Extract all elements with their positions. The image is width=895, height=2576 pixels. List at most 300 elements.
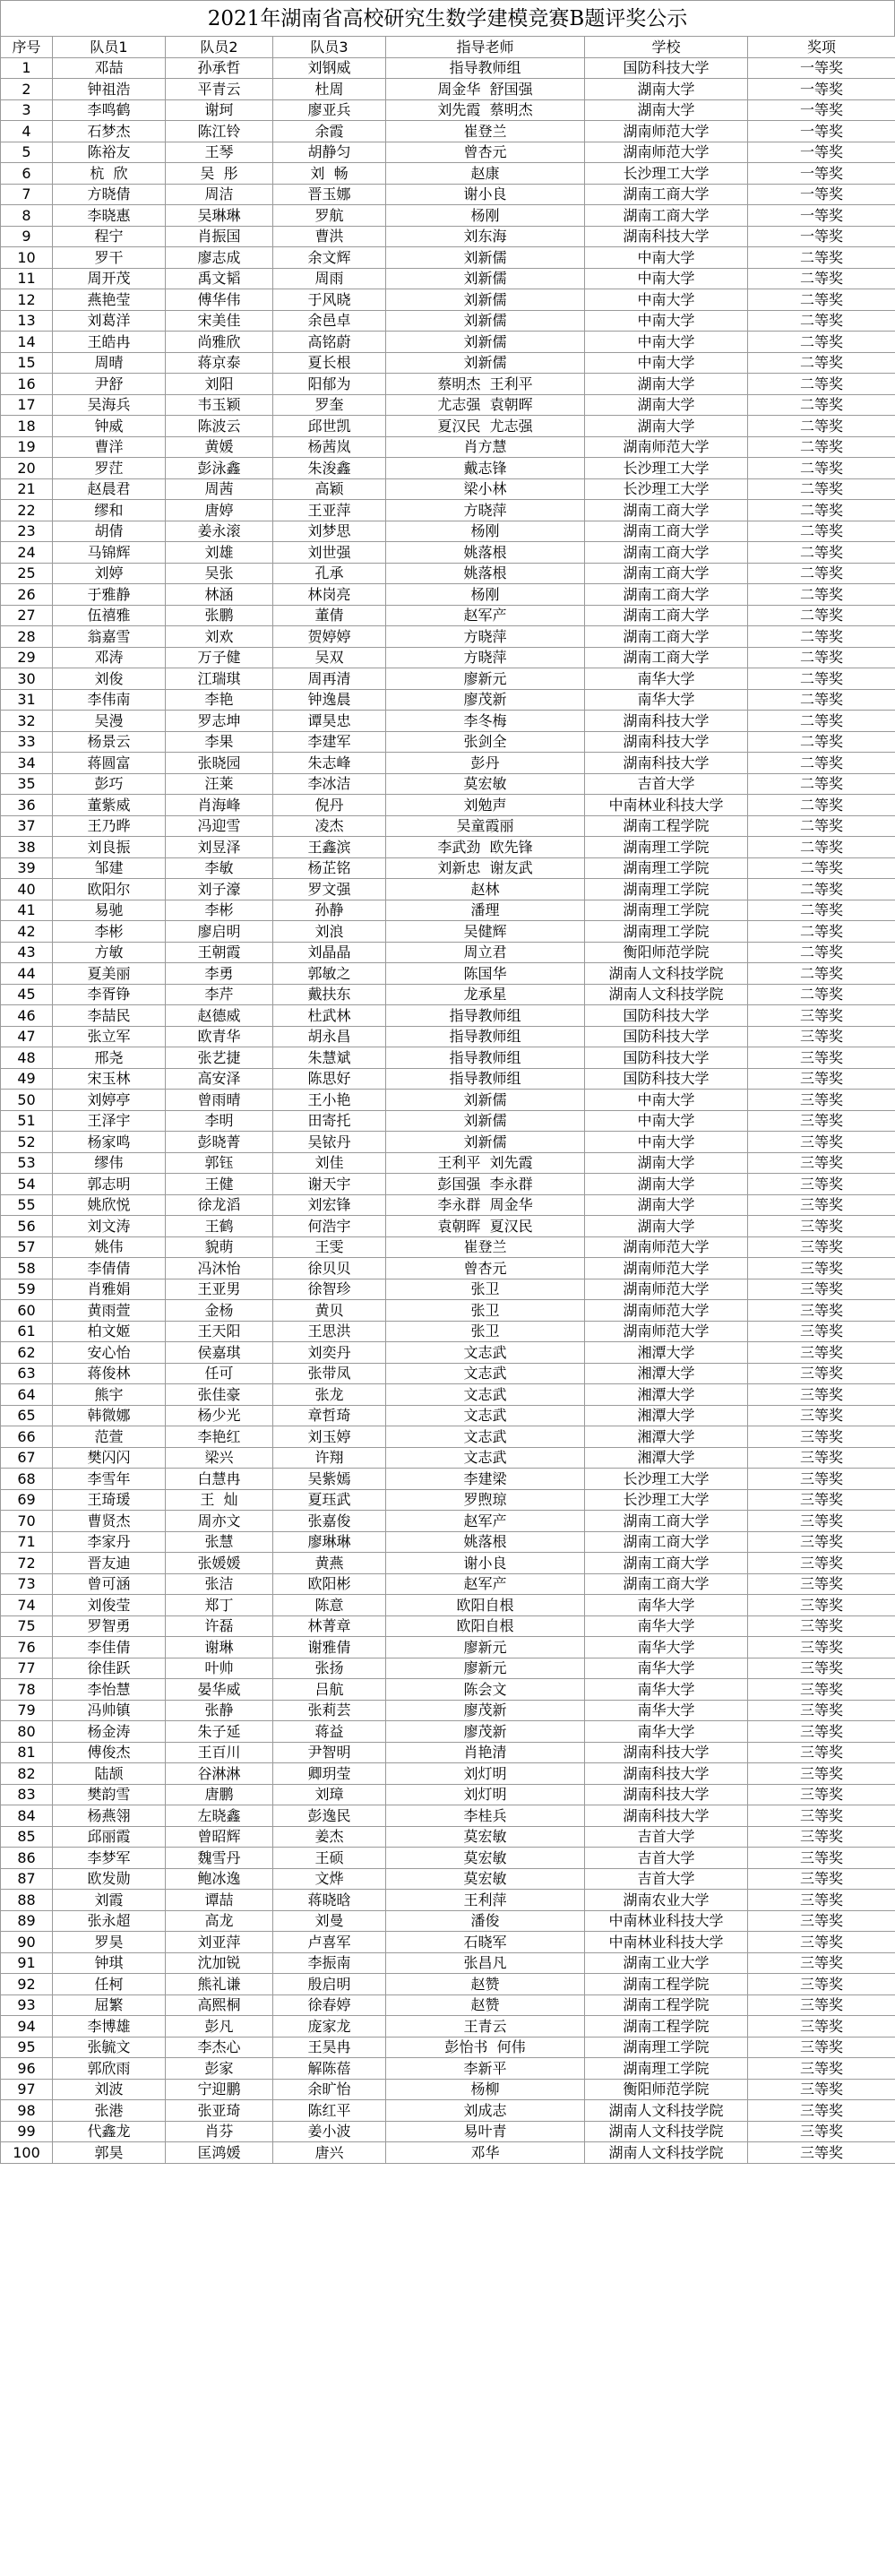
- cell-index: 33: [1, 731, 53, 753]
- cell-advisor: 彭国强 李永群: [386, 1174, 585, 1195]
- cell-school: 湖南工商大学: [585, 563, 748, 584]
- cell-award: 二等奖: [748, 605, 895, 626]
- cell-award: 三等奖: [748, 1047, 895, 1069]
- cell-member3: 余邑卓: [273, 310, 386, 332]
- cell-award: 三等奖: [748, 1300, 895, 1322]
- cell-advisor: 周立君: [386, 942, 585, 963]
- cell-index: 66: [1, 1426, 53, 1448]
- cell-member3: 刘璋: [273, 1784, 386, 1805]
- cell-advisor: 王利萍: [386, 1890, 585, 1911]
- cell-award: 一等奖: [748, 79, 895, 100]
- cell-school: 湖南工程学院: [585, 815, 748, 837]
- cell-member3: 刘玉婷: [273, 1426, 386, 1448]
- cell-school: 湖南大学: [585, 1216, 748, 1237]
- cell-member3: 刘宏锋: [273, 1194, 386, 1216]
- cell-school: 湖南工程学院: [585, 1974, 748, 1995]
- cell-member2: 张亚琦: [166, 2100, 273, 2122]
- table-row: [1, 900, 895, 921]
- cell-member1: 曹洋: [53, 436, 166, 458]
- cell-member3: 罗文强: [273, 879, 386, 900]
- cell-member3: 文烨: [273, 1868, 386, 1890]
- cell-member1: 姚欣悦: [53, 1194, 166, 1216]
- cell-school: 中南大学: [585, 1132, 748, 1153]
- table-row: [1, 1152, 895, 1174]
- cell-member3: 张嘉俊: [273, 1511, 386, 1532]
- cell-member1: 姚伟: [53, 1236, 166, 1258]
- cell-member2: 刘子濠: [166, 879, 273, 900]
- cell-index: 11: [1, 268, 53, 289]
- table-row: [1, 689, 895, 711]
- cell-school: 湖南人文科技学院: [585, 2142, 748, 2164]
- cell-member2: 罗志坤: [166, 711, 273, 732]
- table-row: [1, 1216, 895, 1237]
- cell-member2: 廖志成: [166, 247, 273, 269]
- cell-member3: 田寄托: [273, 1110, 386, 1132]
- cell-advisor: 莫宏敏: [386, 773, 585, 795]
- cell-award: 一等奖: [748, 142, 895, 163]
- table-row: [1, 247, 895, 269]
- table-row: [1, 1447, 895, 1469]
- cell-member3: 杨茜岚: [273, 436, 386, 458]
- cell-school: 湖南师范大学: [585, 1300, 748, 1322]
- cell-member2: 张艺捷: [166, 1047, 273, 1069]
- cell-member2: 韦玉颖: [166, 394, 273, 416]
- cell-member2: 陈江铃: [166, 121, 273, 142]
- cell-member2: 曾昭辉: [166, 1826, 273, 1848]
- table-row: [1, 879, 895, 900]
- table-row: [1, 1742, 895, 1763]
- cell-member3: 刘晶晶: [273, 942, 386, 963]
- cell-index: 93: [1, 1994, 53, 2016]
- cell-school: 中南大学: [585, 352, 748, 374]
- cell-index: 3: [1, 99, 53, 121]
- cell-award: 三等奖: [748, 1679, 895, 1701]
- cell-advisor: 赵赞: [386, 1994, 585, 2016]
- cell-advisor: 廖新元: [386, 1637, 585, 1658]
- cell-index: 19: [1, 436, 53, 458]
- table-row: [1, 142, 895, 163]
- cell-member2: 李杰心: [166, 2037, 273, 2058]
- cell-member2: 万子健: [166, 647, 273, 668]
- cell-member2: 黄媛: [166, 436, 273, 458]
- table-row: [1, 1890, 895, 1911]
- cell-member3: 罗航: [273, 205, 386, 227]
- cell-school: 湖南大学: [585, 1152, 748, 1174]
- cell-school: 湖南工商大学: [585, 605, 748, 626]
- cell-award: 三等奖: [748, 1658, 895, 1679]
- cell-school: 国防科技大学: [585, 1068, 748, 1090]
- cell-award: 三等奖: [748, 1868, 895, 1890]
- cell-member3: 唐兴: [273, 2142, 386, 2164]
- cell-member3: 刘佳: [273, 1152, 386, 1174]
- cell-school: 湘潭大学: [585, 1405, 748, 1426]
- cell-member1: 方敏: [53, 942, 166, 963]
- cell-advisor: 彭怡书 何伟: [386, 2037, 585, 2058]
- cell-index: 38: [1, 837, 53, 858]
- cell-member3: 庞家龙: [273, 2016, 386, 2038]
- cell-member3: 刘梦思: [273, 521, 386, 542]
- cell-advisor: 罗煦琼: [386, 1489, 585, 1511]
- cell-member1: 吴漫: [53, 711, 166, 732]
- cell-member1: 董紫威: [53, 795, 166, 816]
- cell-advisor: 崔登兰: [386, 1236, 585, 1258]
- table-row: [1, 416, 895, 437]
- cell-member1: 韩微娜: [53, 1405, 166, 1426]
- cell-member2: 欧青华: [166, 1026, 273, 1047]
- table-row: [1, 458, 895, 479]
- cell-index: 50: [1, 1090, 53, 1111]
- cell-award: 二等奖: [748, 352, 895, 374]
- cell-member2: 江瑞琪: [166, 668, 273, 690]
- table-row: [1, 1236, 895, 1258]
- table-row: [1, 1994, 895, 2016]
- header-cell-member3: 队员3: [273, 37, 386, 58]
- cell-member3: 阳郁为: [273, 374, 386, 395]
- cell-member3: 于风晓: [273, 289, 386, 311]
- cell-member2: 李明: [166, 1110, 273, 1132]
- table-row: [1, 837, 895, 858]
- cell-member2: 刘阳: [166, 374, 273, 395]
- cell-member1: 马锦辉: [53, 542, 166, 564]
- table-row: [1, 352, 895, 374]
- cell-index: 6: [1, 163, 53, 185]
- table-row: [1, 1005, 895, 1027]
- cell-award: 三等奖: [748, 1615, 895, 1637]
- cell-award: 二等奖: [748, 478, 895, 500]
- cell-member2: 王鹤: [166, 1216, 273, 1237]
- table-row: [1, 2142, 895, 2164]
- cell-school: 湖南工商大学: [585, 521, 748, 542]
- cell-index: 72: [1, 1553, 53, 1574]
- cell-award: 三等奖: [748, 1279, 895, 1300]
- cell-award: 二等奖: [748, 921, 895, 943]
- cell-award: 一等奖: [748, 99, 895, 121]
- cell-member3: 夏长根: [273, 352, 386, 374]
- cell-index: 91: [1, 1952, 53, 1974]
- cell-school: 吉首大学: [585, 1826, 748, 1848]
- cell-member1: 李梦军: [53, 1848, 166, 1869]
- table-row: [1, 605, 895, 626]
- cell-member3: 曹洪: [273, 226, 386, 247]
- cell-school: 中南林业科技大学: [585, 1932, 748, 1953]
- table-row: [1, 963, 895, 985]
- cell-school: 湖南理工学院: [585, 2037, 748, 2058]
- cell-school: 湖南理工学院: [585, 837, 748, 858]
- table-row: [1, 1932, 895, 1953]
- cell-advisor: 刘勉声: [386, 795, 585, 816]
- cell-member3: 王昊冉: [273, 2037, 386, 2058]
- cell-school: 湖南人文科技学院: [585, 984, 748, 1005]
- cell-member3: 董倩: [273, 605, 386, 626]
- cell-member1: 邢尧: [53, 1047, 166, 1069]
- cell-school: 国防科技大学: [585, 1026, 748, 1047]
- cell-advisor: 陈国华: [386, 963, 585, 985]
- cell-index: 35: [1, 773, 53, 795]
- cell-member3: 刘世强: [273, 542, 386, 564]
- cell-advisor: 指导教师组: [386, 1047, 585, 1069]
- cell-school: 湖南工程学院: [585, 1994, 748, 2016]
- cell-member2: 王 灿: [166, 1489, 273, 1511]
- cell-school: 湖南大学: [585, 1174, 748, 1195]
- cell-advisor: 文志武: [386, 1426, 585, 1448]
- cell-award: 二等奖: [748, 753, 895, 774]
- cell-advisor: 潘俊: [386, 1910, 585, 1932]
- cell-member1: 赵晨君: [53, 478, 166, 500]
- cell-school: 湖南大学: [585, 79, 748, 100]
- cell-advisor: 刘新儒: [386, 1090, 585, 1111]
- cell-advisor: 刘东海: [386, 226, 585, 247]
- cell-index: 1: [1, 57, 53, 79]
- cell-index: 80: [1, 1721, 53, 1743]
- table-row: [1, 647, 895, 668]
- cell-school: 南华大学: [585, 1700, 748, 1721]
- cell-award: 二等奖: [748, 857, 895, 879]
- cell-school: 湘潭大学: [585, 1447, 748, 1469]
- cell-member3: 林岗亮: [273, 584, 386, 606]
- cell-member3: 徐春婷: [273, 1994, 386, 2016]
- cell-member2: 任可: [166, 1363, 273, 1384]
- cell-award: 三等奖: [748, 1321, 895, 1342]
- table-row: [1, 857, 895, 879]
- cell-award: 三等奖: [748, 2037, 895, 2058]
- cell-index: 7: [1, 184, 53, 205]
- cell-advisor: 夏汉民 尤志强: [386, 416, 585, 437]
- cell-member2: 周洁: [166, 184, 273, 205]
- cell-index: 24: [1, 542, 53, 564]
- cell-advisor: 曾杏元: [386, 142, 585, 163]
- cell-member1: 罗智勇: [53, 1615, 166, 1637]
- cell-member2: 鲍冰逸: [166, 1868, 273, 1890]
- cell-member2: 郑丁: [166, 1595, 273, 1616]
- cell-index: 47: [1, 1026, 53, 1047]
- cell-member3: 姜小波: [273, 2121, 386, 2142]
- cell-member1: 刘婷: [53, 563, 166, 584]
- table-row: [1, 1721, 895, 1743]
- cell-member3: 王鑫滨: [273, 837, 386, 858]
- cell-member3: 王硕: [273, 1848, 386, 1869]
- cell-award: 三等奖: [748, 1489, 895, 1511]
- cell-index: 92: [1, 1974, 53, 1995]
- cell-member1: 吴海兵: [53, 394, 166, 416]
- header-cell-member2: 队员2: [166, 37, 273, 58]
- cell-member2: 孙承哲: [166, 57, 273, 79]
- cell-school: 湘潭大学: [585, 1342, 748, 1364]
- cell-index: 28: [1, 626, 53, 648]
- cell-member2: 姜永滚: [166, 521, 273, 542]
- cell-school: 衡阳师范学院: [585, 2079, 748, 2100]
- cell-member3: 刘钢威: [273, 57, 386, 79]
- table-row: [1, 1090, 895, 1111]
- table-row: [1, 1300, 895, 1322]
- cell-school: 南华大学: [585, 689, 748, 711]
- cell-member3: 周再清: [273, 668, 386, 690]
- cell-advisor: 刘成志: [386, 2100, 585, 2122]
- cell-award: 三等奖: [748, 1890, 895, 1911]
- cell-member3: 王小艳: [273, 1090, 386, 1111]
- cell-award: 三等奖: [748, 1974, 895, 1995]
- cell-member2: 张静: [166, 1700, 273, 1721]
- cell-advisor: 曾杏元: [386, 1258, 585, 1279]
- cell-advisor: 杨刚: [386, 584, 585, 606]
- table-row: [1, 184, 895, 205]
- header-cell-index: 序号: [1, 37, 53, 58]
- cell-member3: 徐智珍: [273, 1279, 386, 1300]
- cell-school: 长沙理工大学: [585, 1489, 748, 1511]
- cell-member1: 郭昊: [53, 2142, 166, 2164]
- table-row: [1, 2058, 895, 2080]
- cell-advisor: 赵赞: [386, 1974, 585, 1995]
- cell-advisor: 戴志锋: [386, 458, 585, 479]
- cell-index: 30: [1, 668, 53, 690]
- cell-award: 三等奖: [748, 1637, 895, 1658]
- cell-school: 湖南科技大学: [585, 1763, 748, 1785]
- cell-member2: 谭喆: [166, 1890, 273, 1911]
- cell-member1: 张立军: [53, 1026, 166, 1047]
- cell-member1: 李雪年: [53, 1469, 166, 1490]
- table-row: [1, 268, 895, 289]
- cell-index: 8: [1, 205, 53, 227]
- cell-advisor: 张卫: [386, 1321, 585, 1342]
- cell-award: 三等奖: [748, 1132, 895, 1153]
- cell-member2: 李彬: [166, 900, 273, 921]
- cell-member2: 白慧冉: [166, 1469, 273, 1490]
- cell-advisor: 刘新儒: [386, 310, 585, 332]
- cell-advisor: 莫宏敏: [386, 1848, 585, 1869]
- cell-member3: 吴双: [273, 647, 386, 668]
- cell-award: 三等奖: [748, 1553, 895, 1574]
- cell-school: 湘潭大学: [585, 1426, 748, 1448]
- cell-index: 56: [1, 1216, 53, 1237]
- cell-school: 湖南人文科技学院: [585, 963, 748, 985]
- cell-member3: 刘浪: [273, 921, 386, 943]
- table-row: [1, 289, 895, 311]
- table-row: [1, 668, 895, 690]
- cell-member2: 刘欢: [166, 626, 273, 648]
- cell-member3: 刘奕丹: [273, 1342, 386, 1364]
- cell-member2: 张媛媛: [166, 1553, 273, 1574]
- cell-school: 湖南理工学院: [585, 2058, 748, 2080]
- cell-member3: 何浩宇: [273, 1216, 386, 1237]
- cell-advisor: 梁小林: [386, 478, 585, 500]
- cell-advisor: 姚落根: [386, 563, 585, 584]
- table-row: [1, 374, 895, 395]
- cell-member1: 欧阳尔: [53, 879, 166, 900]
- cell-school: 湖南大学: [585, 1194, 748, 1216]
- table-row: [1, 542, 895, 564]
- cell-award: 二等奖: [748, 963, 895, 985]
- cell-index: 29: [1, 647, 53, 668]
- cell-member2: 吴琳琳: [166, 205, 273, 227]
- cell-member3: 李冰洁: [273, 773, 386, 795]
- cell-advisor: 吴健辉: [386, 921, 585, 943]
- table-row: [1, 1363, 895, 1384]
- cell-school: 湖南科技大学: [585, 1784, 748, 1805]
- cell-advisor: 刘新忠 谢友武: [386, 857, 585, 879]
- cell-award: 三等奖: [748, 1932, 895, 1953]
- cell-index: 68: [1, 1469, 53, 1490]
- cell-member2: 李艳红: [166, 1426, 273, 1448]
- cell-member1: 杨家鸣: [53, 1132, 166, 1153]
- cell-member1: 缪伟: [53, 1152, 166, 1174]
- cell-advisor: 廖新元: [386, 668, 585, 690]
- cell-school: 湖南师范大学: [585, 1236, 748, 1258]
- cell-school: 南华大学: [585, 1658, 748, 1679]
- table-row: [1, 921, 895, 943]
- cell-index: 57: [1, 1236, 53, 1258]
- cell-advisor: 尤志强 袁朝晖: [386, 394, 585, 416]
- cell-advisor: 邓华: [386, 2142, 585, 2164]
- cell-member2: 陈波云: [166, 416, 273, 437]
- cell-index: 71: [1, 1531, 53, 1553]
- cell-advisor: 张昌凡: [386, 1952, 585, 1974]
- cell-advisor: 文志武: [386, 1384, 585, 1406]
- cell-index: 75: [1, 1615, 53, 1637]
- table-row: [1, 1868, 895, 1890]
- cell-member2: 蒋京泰: [166, 352, 273, 374]
- cell-member1: 欧发勋: [53, 1868, 166, 1890]
- cell-index: 90: [1, 1932, 53, 1953]
- cell-school: 湘潭大学: [585, 1384, 748, 1406]
- cell-member2: 朱子延: [166, 1721, 273, 1743]
- table-row: [1, 1258, 895, 1279]
- cell-advisor: 崔登兰: [386, 121, 585, 142]
- cell-advisor: 龙承星: [386, 984, 585, 1005]
- table-row: [1, 57, 895, 79]
- cell-award: 二等奖: [748, 542, 895, 564]
- cell-school: 湖南工程学院: [585, 2016, 748, 2038]
- cell-index: 46: [1, 1005, 53, 1027]
- cell-member3: 殷启明: [273, 1974, 386, 1995]
- table-row: [1, 753, 895, 774]
- cell-index: 61: [1, 1321, 53, 1342]
- cell-member3: 周雨: [273, 268, 386, 289]
- cell-index: 96: [1, 2058, 53, 2080]
- cell-member2: 李敏: [166, 857, 273, 879]
- cell-member1: 黄雨萱: [53, 1300, 166, 1322]
- cell-member3: 张带凤: [273, 1363, 386, 1384]
- cell-award: 三等奖: [748, 2100, 895, 2122]
- cell-member1: 彭巧: [53, 773, 166, 795]
- cell-school: 湘潭大学: [585, 1363, 748, 1384]
- table-row: [1, 815, 895, 837]
- cell-member1: 伍禧雅: [53, 605, 166, 626]
- cell-index: 25: [1, 563, 53, 584]
- cell-member1: 徐佳跃: [53, 1658, 166, 1679]
- cell-index: 77: [1, 1658, 53, 1679]
- cell-index: 20: [1, 458, 53, 479]
- cell-member1: 陆颉: [53, 1763, 166, 1785]
- cell-index: 52: [1, 1132, 53, 1153]
- cell-award: 三等奖: [748, 1763, 895, 1785]
- cell-member2: 冯迎雪: [166, 815, 273, 837]
- cell-award: 三等奖: [748, 2142, 895, 2164]
- cell-member1: 熊宇: [53, 1384, 166, 1406]
- cell-advisor: 刘新儒: [386, 1110, 585, 1132]
- cell-school: 湖南工商大学: [585, 500, 748, 521]
- table-row: [1, 394, 895, 416]
- table-row: [1, 1531, 895, 1553]
- cell-award: 三等奖: [748, 1236, 895, 1258]
- cell-award: 二等奖: [748, 689, 895, 711]
- header-cell-award: 奖项: [748, 37, 895, 58]
- cell-school: 湖南科技大学: [585, 226, 748, 247]
- cell-member2: 彭家: [166, 2058, 273, 2080]
- cell-member2: 刘昱泽: [166, 837, 273, 858]
- table-row: [1, 1489, 895, 1511]
- cell-member1: 刘俊: [53, 668, 166, 690]
- cell-member3: 黄燕: [273, 1553, 386, 1574]
- cell-member1: 李博雄: [53, 2016, 166, 2038]
